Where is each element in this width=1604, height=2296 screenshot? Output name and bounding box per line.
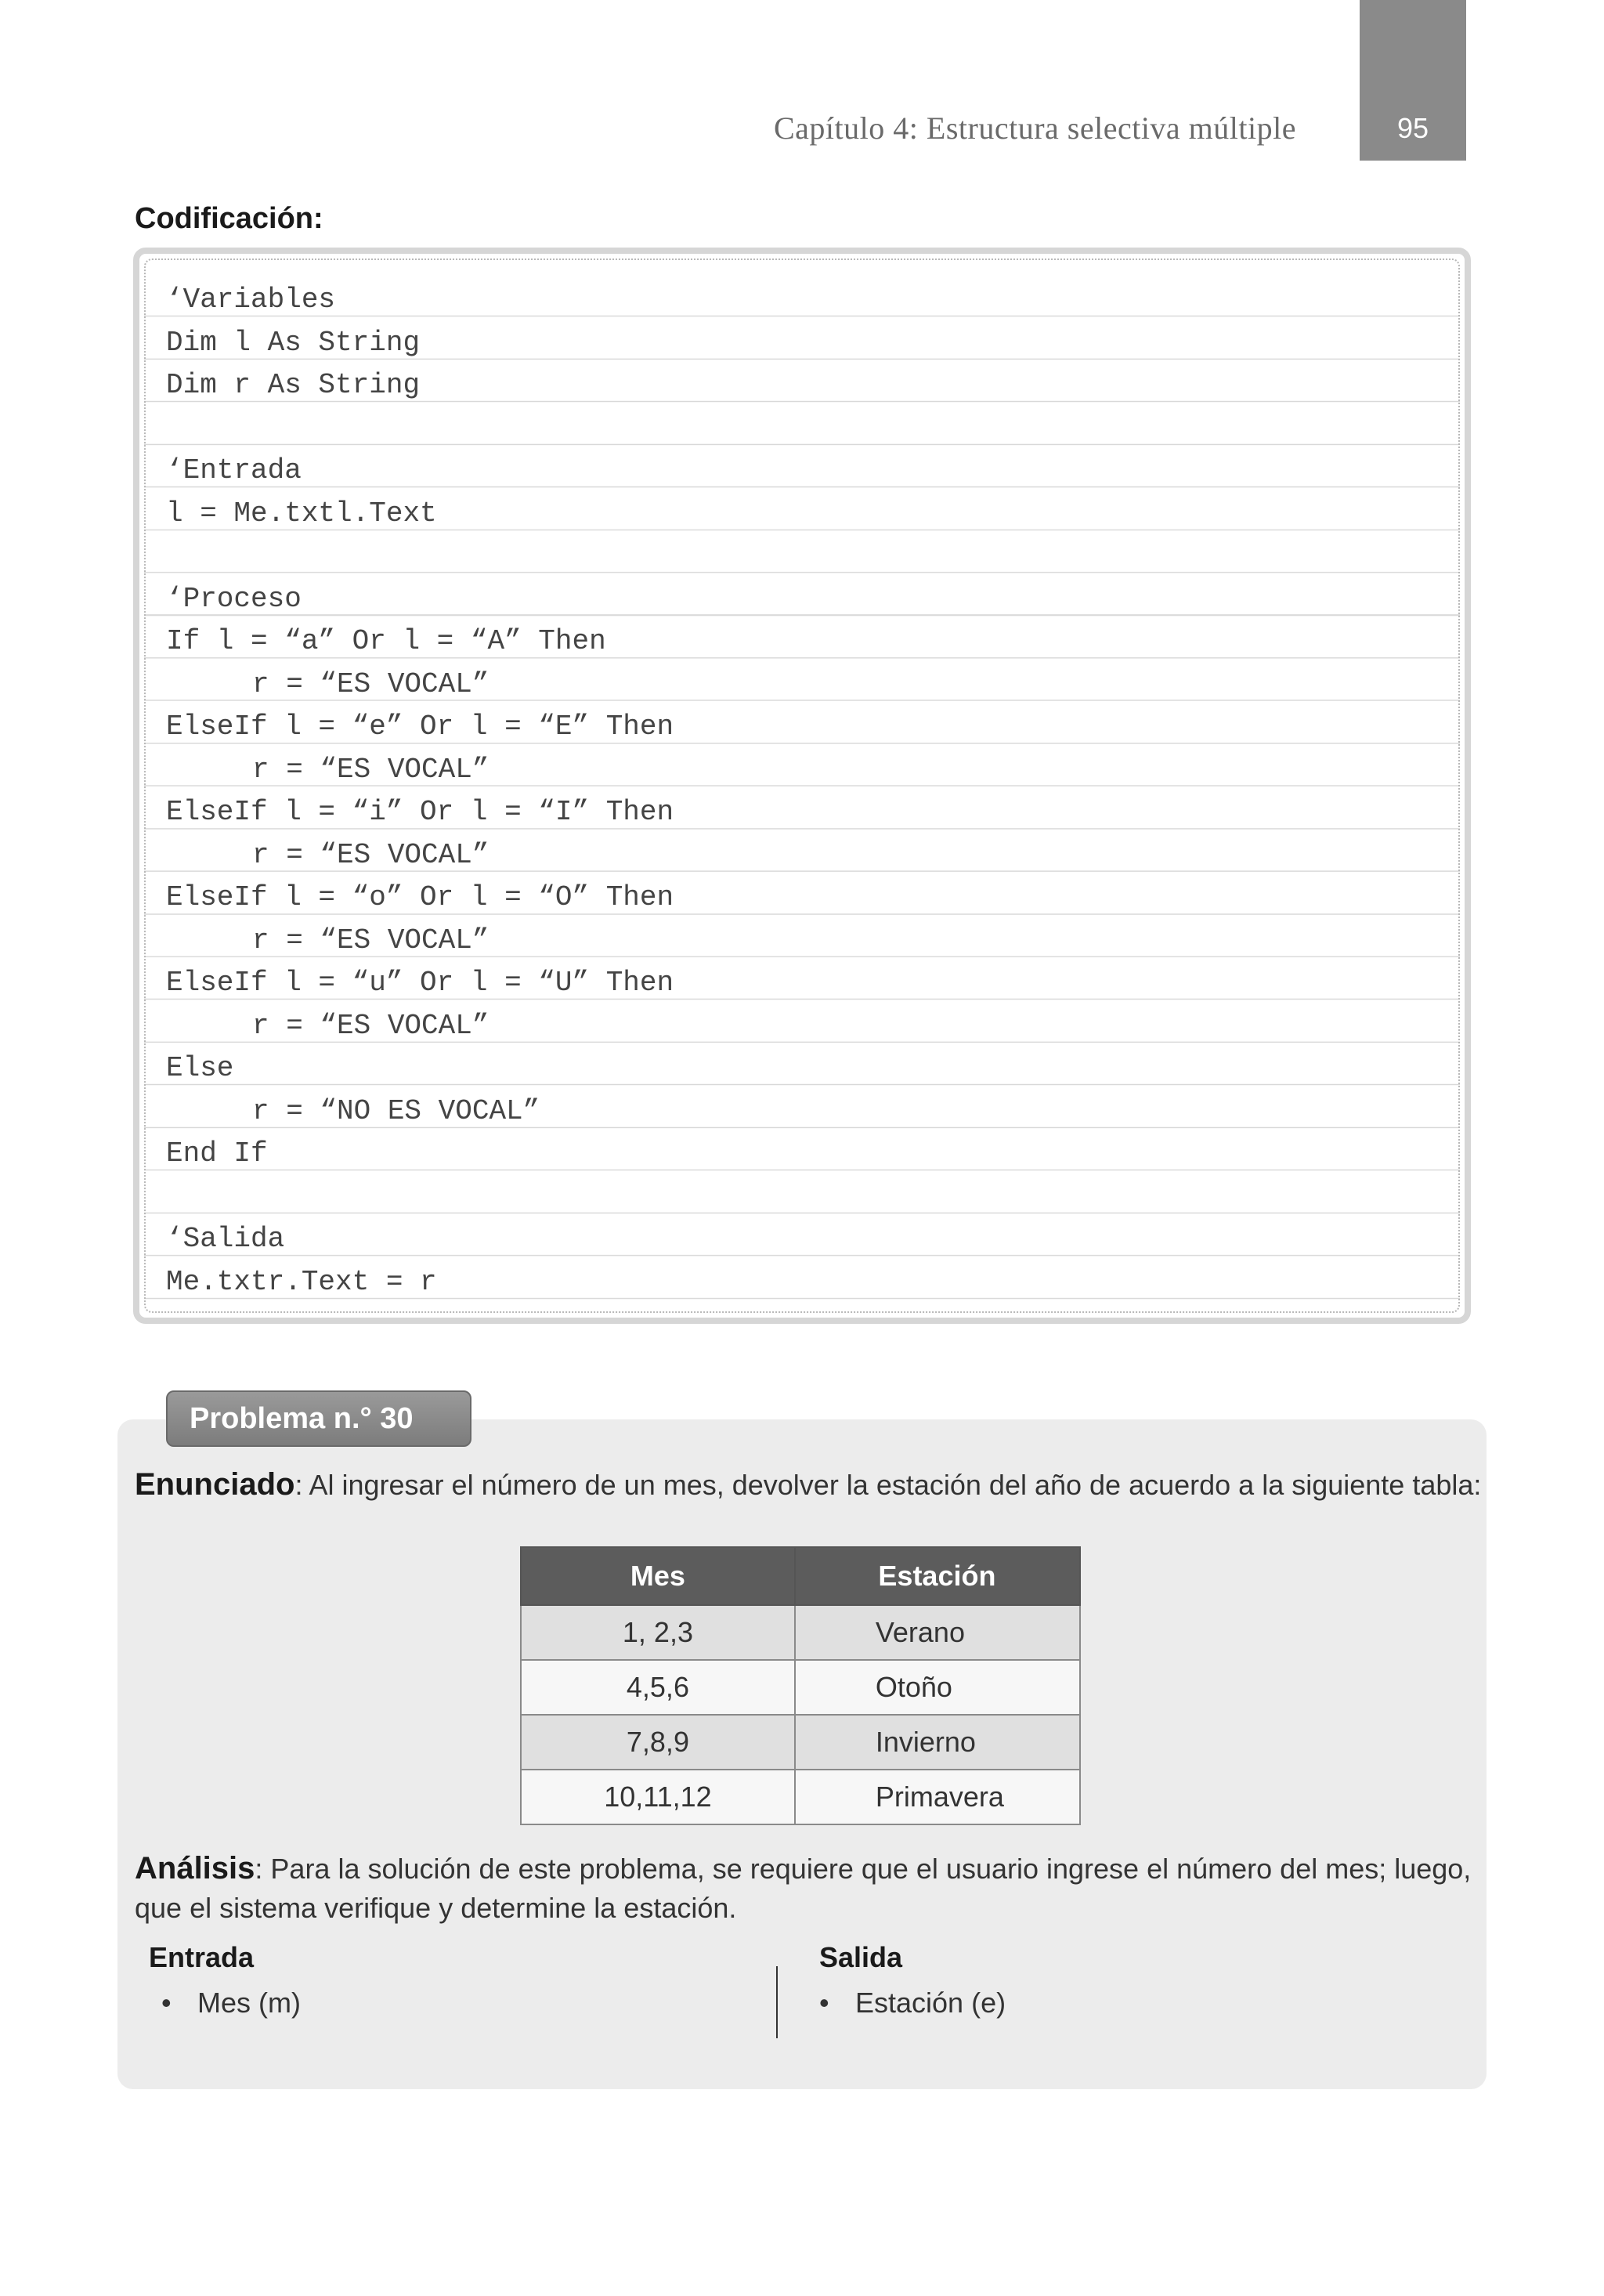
table-header-row: [521, 1547, 1080, 1605]
code-line: Else: [166, 1052, 234, 1084]
input-item-text: Mes (m): [197, 1987, 301, 2019]
table-row: [521, 1605, 1080, 1660]
code-box: [133, 248, 1471, 1324]
code-line: ‘Proceso: [166, 582, 302, 615]
header-mes: Mes: [521, 1547, 795, 1605]
page-number: 95: [1360, 0, 1466, 161]
problem-tab: Problema n.° 30: [166, 1390, 471, 1447]
code-line: [166, 1176, 674, 1219]
code-line: [166, 535, 674, 578]
coding-title: Codificación:: [135, 202, 323, 235]
code-line: Me.txtr.Text = r: [166, 1265, 437, 1298]
table-row: [521, 1660, 1080, 1715]
code-line: ‘Salida: [166, 1223, 285, 1255]
cell-mes: 7,8,9: [521, 1715, 795, 1770]
code-line: l = Me.txtl.Text: [166, 497, 437, 530]
code-area: [144, 259, 1460, 1313]
code-line: r = “ES VOCAL”: [252, 1009, 490, 1042]
cell-estacion: Otoño: [795, 1660, 1080, 1715]
chapter-title: Capítulo 4: Estructura selectiva múltiple: [774, 110, 1297, 146]
code-line: Dim r As String: [166, 369, 421, 401]
code-lines: [166, 279, 674, 1303]
analysis: [135, 1849, 1482, 1928]
bullet-icon: •: [819, 1987, 829, 2019]
output-item-text: Estación (e): [855, 1987, 1006, 2019]
code-line: ElseIf l = “i” Or l = “I” Then: [166, 796, 674, 828]
statement-text: : Al ingresar el número de un mes, devolver la estación del año de acuerdo a la siguiente tabla:: [294, 1469, 1482, 1501]
code-line: Dim l As String: [166, 326, 421, 359]
input-label: Entrada: [149, 1941, 255, 1973]
code-line: ElseIf l = “e” Or l = “E” Then: [166, 710, 674, 743]
statement: [135, 1467, 1482, 1502]
code-line: ElseIf l = “u” Or l = “U” Then: [166, 967, 674, 999]
input-item: [161, 1987, 301, 2019]
code-line: r = “ES VOCAL”: [252, 667, 490, 700]
code-line: If l = “a” Or l = “A” Then: [166, 625, 606, 657]
code-line: [166, 407, 674, 450]
statement-label: Enunciado: [135, 1467, 295, 1502]
io-divider: [776, 1966, 778, 2038]
output-item: [819, 1987, 1006, 2019]
season-table: [520, 1546, 1081, 1825]
code-line: ElseIf l = “o” Or l = “O” Then: [166, 881, 674, 913]
code-line: ‘Variables: [166, 284, 336, 316]
code-line: r = “ES VOCAL”: [252, 924, 490, 956]
code-line: r = “ES VOCAL”: [252, 838, 490, 871]
cell-estacion: Verano: [795, 1605, 1080, 1660]
code-line: r = “NO ES VOCAL”: [252, 1094, 540, 1127]
code-line: r = “ES VOCAL”: [252, 753, 490, 786]
bullet-icon: •: [161, 1987, 172, 2019]
analysis-text: : Para la solución de este problema, se requiere que el usuario ingrese el número del mes; luego, que el sistema verifique y determine la estación.: [135, 1853, 1472, 1924]
analysis-label: Análisis: [135, 1851, 255, 1886]
code-line: End If: [166, 1137, 268, 1170]
cell-estacion: Invierno: [795, 1715, 1080, 1770]
output-label: Salida: [819, 1941, 903, 1973]
cell-mes: 1, 2,3: [521, 1605, 795, 1660]
cell-mes: 4,5,6: [521, 1660, 795, 1715]
table-row: [521, 1715, 1080, 1770]
code-line: ‘Entrada: [166, 454, 302, 486]
header-estacion: Estación: [795, 1547, 1080, 1605]
table-row: [521, 1770, 1080, 1824]
cell-mes: 10,11,12: [521, 1770, 795, 1824]
cell-estacion: Primavera: [795, 1770, 1080, 1824]
